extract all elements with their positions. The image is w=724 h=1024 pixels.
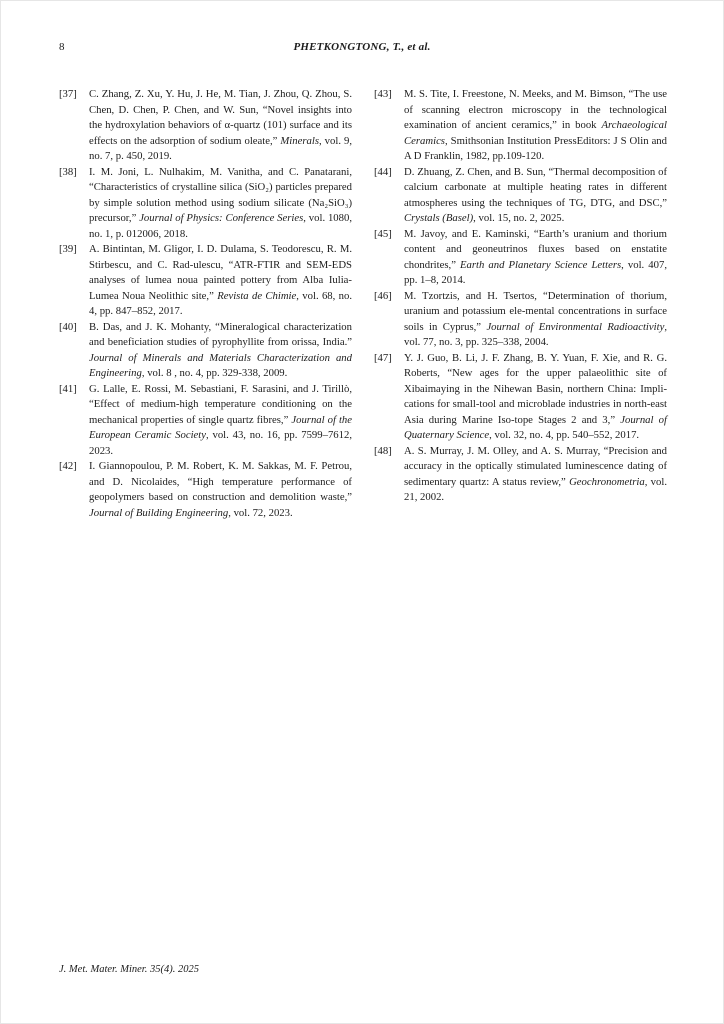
reference-item [59, 382, 352, 460]
reference-text: Y. J. Guo, B. Li, J. F. Zhang, B. Y. Yuan, F. Xie, and R. G. Roberts, “New ages for the upper palaeolithic site of Xibaimaying in the Nihewan Basin, northern China: Impli-cations for small-tool and microblade industries in north-east Asia during Marine Iso-tope Stages 2 and 3,” Journal of Quaternary Science, vol. 32, no. 4, pp. 540–552, 2017. [404, 351, 667, 441]
reference-number: [48] [374, 444, 392, 457]
reference-text: B. Das, and J. K. Mohanty, “Mineralogical characterization and beneficiation studies of pyrophyllite from orissa, India.” Journal of Minerals and Materials Characterization and Engineering, vol. 8 , no. 4, pp. 329-338, 2009. [89, 320, 352, 379]
reference-item [59, 320, 352, 382]
reference-item [374, 227, 667, 289]
references-left-column [59, 87, 352, 521]
reference-text: I. Giannopoulou, P. M. Robert, K. M. Sakkas, M. F. Petrou, and D. Nicolaides, “High temperature performance of geopolymers based on construction and demolition waste,” Journal of Building Engineering, vol. 72, 2023. [89, 460, 352, 519]
reference-number: [45] [374, 227, 392, 240]
reference-number: [42] [59, 460, 77, 472]
reference-number: [47] [374, 351, 392, 364]
page-number: 8 [59, 41, 65, 53]
reference-text: M. Javoy, and E. Kaminski, “Earth’s uranium and thorium content and geoneutrinos fluxes based on enstatite chondrites,” Earth and Planetary Science Letters, vol. 407, pp. 1–8, 2014. [404, 227, 668, 286]
reference-item [374, 351, 667, 444]
references-section [59, 87, 667, 521]
reference-number: [37] [59, 88, 77, 100]
reference-text: D. Zhuang, Z. Chen, and B. Sun, “Thermal decomposition of calcium carbonate at multiple heating rates in different atmospheres using the techniques of TG, DTG, and DSC,” Crystals (Basel), vol. 15, no. 2, 2025. [404, 165, 667, 224]
reference-item [374, 444, 667, 506]
reference-text: I. M. Joni, L. Nulhakim, M. Vanitha, and C. Panatarani, “Characteristics of crystalline silica (SiO₂) particles prepared by simple solution method using sodium silicate (Na₂SiO₃) precursor,” Journal of Physics: Conference Series, vol. 1080, no. 1, p. 012006, 2018. [89, 165, 352, 240]
reference-number: [44] [374, 165, 392, 178]
reference-item [374, 165, 667, 227]
reference-item [59, 165, 352, 243]
reference-item [59, 242, 352, 320]
references-right-column [374, 87, 667, 521]
reference-text: M. S. Tite, I. Freestone, N. Meeks, and M. Bimson, “The use of scanning electron microscopy in the technological examination of ancient ceramics,” in book Archaeological Ceramics, Smithsonian Institution PressEditors: J S Olin and A D Franklin, 1982, pp.109-120. [404, 88, 667, 162]
reference-number: [39] [59, 243, 77, 255]
reference-number: [38] [59, 165, 77, 178]
reference-number: [46] [374, 289, 392, 302]
reference-number: [41] [59, 382, 77, 395]
reference-text: A. Bintintan, M. Gligor, I. D. Dulama, S. Teodorescu, R. M. Stirbescu, and C. Rad-ulescu, “ATR-FTIR and SEM-EDS analyses of lumea noua painted pottery from Alba Iulia-Lumea Noua Neolithic site,” Revista de Chimie, vol. 68, no. 4, pp. 847–852, 2017. [89, 243, 352, 317]
reference-item [374, 289, 667, 351]
running-header [59, 41, 665, 57]
reference-item [59, 459, 352, 521]
reference-number: [40] [59, 320, 77, 333]
reference-number: [43] [374, 88, 392, 100]
reference-text: C. Zhang, Z. Xu, Y. Hu, J. He, M. Tian, J. Zhou, Q. Zhou, S. Chen, D. Chen, P. Chen, and W. Sun, “Novel insights into the hydroxylation behaviors of α-quartz (101) surface and its effects on the adsorption of sodium oleate,” Minerals, vol. 9, no. 7, p. 450, 2019. [89, 88, 352, 162]
reference-text: A. S. Murray, J. M. Olley, and A. S. Murray, “Precision and accuracy in the optically stimulated luminescence dating of sedimentary quartz: A status review,” Geochronometria, vol. 21, 2002. [404, 444, 667, 503]
reference-item [59, 87, 352, 165]
reference-item [374, 87, 667, 165]
journal-footer: J. Met. Mater. Miner. 35(4). 2025 [59, 964, 199, 975]
reference-text: G. Lalle, E. Rossi, M. Sebastiani, F. Sarasini, and J. Tirillò, “Effect of medium-high temperature conditioning on the mechanical properties of single quartz fibres,” Journal of the European Ceramic Society, vol. 43, no. 16, pp. 7599–7612, 2023. [89, 382, 352, 457]
reference-text: M. Tzortzis, and H. Tsertos, “Determination of thorium, uranium and potassium ele-mental concentrations in surface soils in Cyprus,” Journal of Environmental Radioactivity, vol. 77, no. 3, pp. 325–338, 2004. [404, 289, 667, 348]
running-head-title: PHETKONGTONG, T., et al. [293, 41, 431, 53]
